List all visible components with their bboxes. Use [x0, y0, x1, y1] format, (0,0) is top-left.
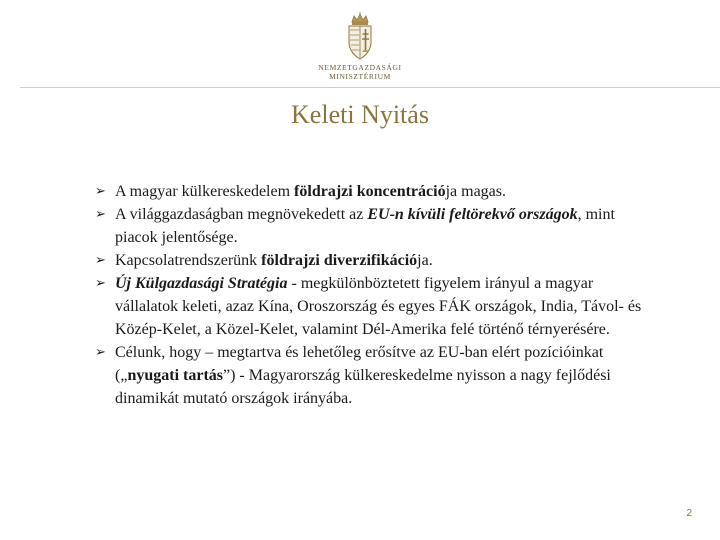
- ministry-name-line2: MINISZTÉRIUM: [329, 72, 391, 81]
- arrow-bullet-icon: ➢: [95, 276, 106, 291]
- bullet-item: [95, 203, 655, 249]
- bullet-item: [95, 180, 655, 203]
- bullet-text: A világgazdaságban megnövekedett az: [115, 206, 368, 223]
- bullet-text: A magyar külkereskedelem: [115, 183, 295, 200]
- bullet-text: ”) - Magyarország külkereskedelme nyisson a nagy fejlődési dinamikát mutató országok irányába.: [115, 367, 611, 407]
- arrow-bullet-icon: ➢: [95, 184, 106, 199]
- bullet-emphasis: földrajzi koncentráció: [294, 183, 446, 200]
- bullet-text: Célunk, hogy – megtartva és lehetőleg erősítve az EU-ban elért pozícióinkat („: [115, 344, 604, 384]
- slide-title: Keleti Nyitás: [291, 100, 429, 129]
- bullet-emphasis: földrajzi diverzifikáció: [261, 252, 418, 269]
- arrow-bullet-icon: ➢: [95, 207, 106, 222]
- bullet-emphasis: EU-n kívüli feltörekvő országok: [367, 206, 578, 223]
- arrow-bullet-icon: ➢: [95, 345, 106, 360]
- bullet-item: [95, 272, 655, 341]
- bullet-emphasis: nyugati tartás: [127, 367, 223, 384]
- bullet-item: [95, 341, 655, 410]
- bullet-text: Kapcsolatrendszerünk: [115, 252, 262, 269]
- bullet-list: [95, 180, 655, 410]
- hungarian-coat-of-arms-icon: [343, 12, 377, 60]
- ministry-name: [310, 63, 410, 81]
- bullet-emphasis: Új Külgazdasági Stratégia: [115, 275, 288, 292]
- page-number: 2: [686, 508, 692, 519]
- bullet-item: [95, 249, 655, 272]
- header-divider: [20, 87, 720, 88]
- bullet-text: - megkülönböztetett figyelem irányul a magyar vállalatok keleti, azaz Kína, Oroszország és egyes FÁK országok, India, Távol- és Közép-Kelet, a Közel-Kelet, valamint Dél-Amerika felé történő térnyerésére.: [115, 275, 642, 338]
- bullet-text: , mint piacok jelentősége.: [115, 206, 615, 246]
- ministry-name-line1: NEMZETGAZDASÁGI: [318, 63, 402, 72]
- ministry-logo: [310, 12, 410, 84]
- bullet-text: ja magas.: [445, 183, 506, 200]
- bullet-text: ja.: [417, 252, 433, 269]
- arrow-bullet-icon: ➢: [95, 253, 106, 268]
